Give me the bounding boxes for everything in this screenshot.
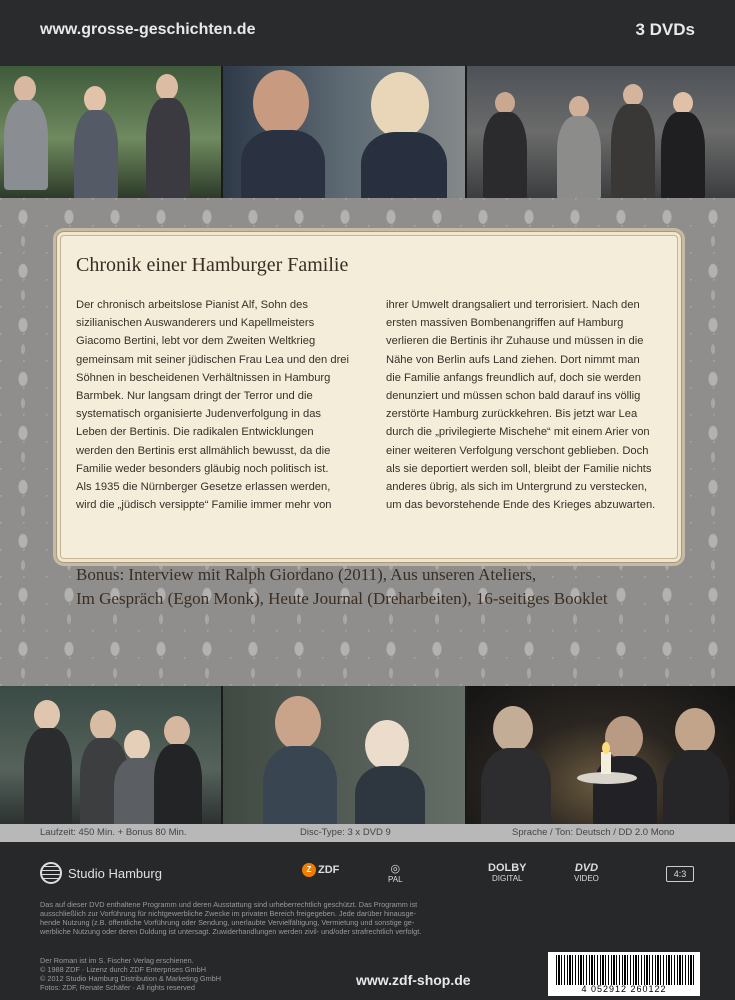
bonus-line: Im Gespräch (Egon Monk), Heute Journal (Dreharbeiten), 16-seitiges Booklet bbox=[76, 589, 608, 608]
synopsis-line: ersten massiven Bombenangriffen auf Hamburg bbox=[386, 317, 624, 330]
synopsis-line: um das bevorstehende Ende des Krieges abzuwarten. bbox=[386, 499, 656, 512]
synopsis-line: wird die „jüdisch versippte“ Familie immer mehr von bbox=[76, 499, 332, 512]
synopsis-line: sizilianischen Auswanderers und Kapellmeisters bbox=[76, 317, 315, 330]
synopsis-line: durch die „privilegierte Mischehe“ mit einem Arier von bbox=[386, 426, 650, 439]
synopsis-line: Der chronisch arbeitslose Pianist Alf, Sohn des bbox=[76, 299, 308, 311]
synopsis-line: zerstörte Hamburg zurückkehren. Bis jetzt war Lea bbox=[386, 408, 638, 421]
synopsis-line: einer weiteren Verfolgung verschont geblieben. Doch bbox=[386, 444, 649, 457]
bonus-features bbox=[76, 563, 608, 611]
synopsis-line: Nähe von Berlin aufs Land ziehen. Dort nimmt man bbox=[386, 353, 640, 366]
runtime: Laufzeit: 450 Min. + Bonus 80 Min. bbox=[40, 827, 187, 838]
synopsis-line: als sie deportiert werden soll, bleibt der Familie nichts bbox=[386, 462, 652, 475]
synopsis-left-column bbox=[76, 296, 358, 514]
photo-old-couple bbox=[221, 686, 466, 824]
photo-family-group bbox=[0, 686, 221, 824]
synopsis-line: systematisch organisierte Judenverfolgung in das bbox=[76, 408, 322, 421]
shop-url[interactable]: www.zdf-shop.de bbox=[356, 972, 471, 988]
synopsis-line: Barmbek. Nur langsam dringt der Terror und die bbox=[76, 390, 313, 403]
synopsis-line: Leben der Bertinis. Die radikalen Entwicklungen bbox=[76, 426, 314, 439]
logo-row bbox=[0, 850, 735, 894]
synopsis-line: Als 1935 die Nürnberger Gesetze erlassen werden, bbox=[76, 481, 331, 494]
studio-hamburg-logo: Studio Hamburg bbox=[40, 862, 162, 884]
synopsis-line: Familie weder besonders gläubig noch politisch ist. bbox=[76, 462, 329, 475]
synopsis-line: die Familie anfangs freundlich auf, doch sie werden bbox=[386, 371, 641, 384]
disc-count: 3 DVDs bbox=[635, 20, 695, 39]
synopsis-line: denunziert und müssen schon bald darauf ins völlig bbox=[386, 390, 641, 403]
bottom-photo-strip bbox=[0, 686, 735, 824]
copyright-credits: Der Roman ist im S. Fischer Verlag erschienen. © 1988 ZDF · Lizenz durch ZDF Enterprises GmbH © 2012 Studio Hamburg Distribution & Marketing GmbH Fotos: ZDF, Renate Schäfer · All rights reserved bbox=[40, 956, 221, 992]
synopsis-line: Söhnen in bescheidenen Verhältnissen in Hamburg bbox=[76, 371, 331, 384]
aspect-ratio-badge: 4:3 bbox=[666, 866, 694, 882]
photo-man-and-woman bbox=[221, 66, 466, 198]
barcode bbox=[548, 952, 700, 996]
synopsis-line: anderes übrig, als sich im Untergrund zu verstecken, bbox=[386, 481, 648, 494]
pal-logo: ◎ PAL bbox=[388, 863, 403, 884]
globe-icon bbox=[40, 862, 62, 884]
top-photo-strip bbox=[0, 66, 735, 198]
photo-three-men-park bbox=[0, 66, 221, 198]
legal-notice: Das auf dieser DVD enthaltene Programm und deren Ausstattung sind urheberrechtlich geschützt. Das Programm ist ausschließlich zur Vorführung für nichtgewerbliche Zwecke im privaten Bereich freigegeben. Jede darüber hinausge- hende Nutzung (z.B. öffentliche Vorführung oder Sendung, unerlaubte Vervielfältigung, Vermietung und sonstige ge- werbliche Nutzung oder deren Duldung ist untersagt. Zuwiderhandlungen werden zivil- und/oder strafrechtlich verfolgt. bbox=[40, 900, 422, 936]
dolby-logo: DOLBY DIGITAL bbox=[488, 862, 527, 883]
dvd-video-logo: DVD VIDEO bbox=[574, 862, 599, 883]
zdf-logo: Z ZDF bbox=[302, 863, 339, 877]
synopsis-line: Giacomo Bertini, lebt vor dem Zweiten Weltkrieg bbox=[76, 335, 316, 348]
synopsis-right-column bbox=[386, 296, 676, 514]
zdf-circle-icon: Z bbox=[302, 863, 316, 877]
barcode-bars bbox=[556, 955, 694, 985]
synopsis-title: Chronik einer Hamburger Familie bbox=[76, 254, 349, 276]
synopsis-line: werden den Bertinis erst allmählich bewusst, da die bbox=[76, 444, 331, 457]
synopsis-line: gemeinsam mit seiner jüdischen Frau Lea und den drei bbox=[76, 353, 350, 366]
bonus-line: Bonus: Interview mit Ralph Giordano (2011), Aus unseren Ateliers, bbox=[76, 565, 537, 584]
audio-language: Sprache / Ton: Deutsch / DD 2.0 Mono bbox=[512, 827, 675, 838]
synopsis-line: verlieren die Bertinis ihr Zuhause und müssen in die bbox=[386, 335, 644, 348]
top-bar bbox=[0, 0, 735, 66]
ean-number: 4 052912 260122 bbox=[581, 984, 667, 994]
photo-candle-scene bbox=[465, 686, 735, 824]
synopsis-line: ihrer Umwelt drangsaliert und terrorisiert. Nach den bbox=[386, 299, 640, 311]
disc-type: Disc-Type: 3 x DVD 9 bbox=[300, 827, 391, 838]
technical-info-bar bbox=[0, 824, 735, 842]
website-url[interactable]: www.grosse-geschichten.de bbox=[40, 21, 256, 38]
globe-icon: ◎ bbox=[390, 863, 401, 875]
photo-street-deportation bbox=[465, 66, 735, 198]
